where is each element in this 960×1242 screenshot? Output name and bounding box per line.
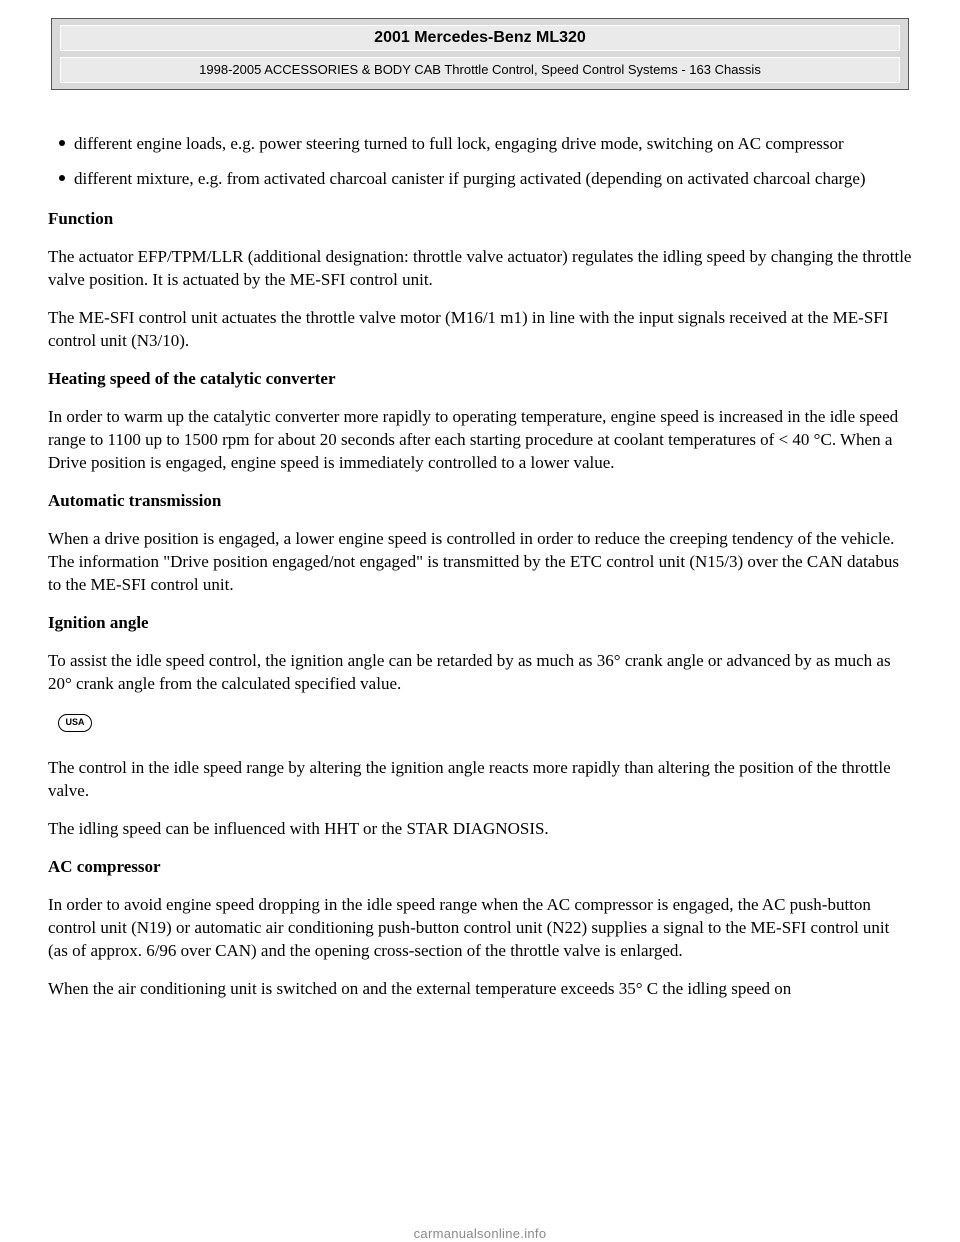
bullet-list [48, 132, 912, 190]
section-heading-ac: AC compressor [48, 857, 161, 876]
bullet-text: different engine loads, e.g. power steering turned to full lock, engaging drive mode, switching on AC compressor [74, 134, 844, 153]
section-heading-function: Function [48, 209, 114, 228]
usa-badge-icon: USA [58, 714, 92, 732]
watermark: carmanualsonline.info [413, 1226, 547, 1241]
paragraph: The control in the idle speed range by altering the ignition angle reacts more rapidly than altering the position of the throttle valve. [48, 758, 891, 800]
list-item [48, 132, 912, 155]
paragraph: The actuator EFP/TPM/LLR (additional designation: throttle valve actuator) regulates the idling speed by changing the throttle valve position. It is actuated by the ME-SFI control unit. [48, 247, 912, 289]
list-item [48, 167, 912, 190]
paragraph: The idling speed can be influenced with HHT or the STAR DIAGNOSIS. [48, 819, 549, 838]
bullet-icon [59, 175, 65, 181]
section-heading-ignition: Ignition angle [48, 613, 149, 632]
document-header [51, 18, 909, 90]
section-heading-heating: Heating speed of the catalytic converter [48, 369, 336, 388]
bullet-icon [59, 140, 65, 146]
paragraph: In order to avoid engine speed dropping in the idle speed range when the AC compressor is engaged, the AC push-button control unit (N19) or automatic air conditioning push-button control unit (N22) supplies a signal to the ME-SFI control unit (as of approx. 6/96 over CAN) and the opening cross-section of the throttle valve is enlarged. [48, 895, 890, 960]
paragraph: When a drive position is engaged, a lower engine speed is controlled in order to reduce the creeping tendency of the vehicle. The information "Drive position engaged/not engaged" is transmitted by the ETC control unit (N15/3) over the CAN databus to the ME-SFI control unit. [48, 529, 899, 594]
paragraph: The ME-SFI control unit actuates the throttle valve motor (M16/1 m1) in line with the input signals received at the ME-SFI control unit (N3/10). [48, 308, 889, 350]
paragraph: To assist the idle speed control, the ignition angle can be retarded by as much as 36° crank angle or advanced by as much as 20° crank angle from the calculated specified value. [48, 651, 891, 693]
document-body [48, 132, 912, 1015]
header-subtitle: 1998-2005 ACCESSORIES & BODY CAB Throttle Control, Speed Control Systems - 163 Chassis [60, 57, 900, 83]
section-heading-automatic: Automatic transmission [48, 491, 222, 510]
usa-badge-row [48, 710, 912, 738]
header-title: 2001 Mercedes-Benz ML320 [60, 25, 900, 51]
paragraph: When the air conditioning unit is switched on and the external temperature exceeds 35° C the idling speed on [48, 979, 792, 998]
bullet-text: different mixture, e.g. from activated charcoal canister if purging activated (depending on activated charcoal charge) [74, 169, 866, 188]
paragraph: In order to warm up the catalytic converter more rapidly to operating temperature, engine speed is increased in the idle speed range to 1100 up to 1500 rpm for about 20 seconds after each starting procedure at coolant temperatures of < 40 °C. When a Drive position is engaged, engine speed is immediately controlled to a lower value. [48, 407, 899, 472]
